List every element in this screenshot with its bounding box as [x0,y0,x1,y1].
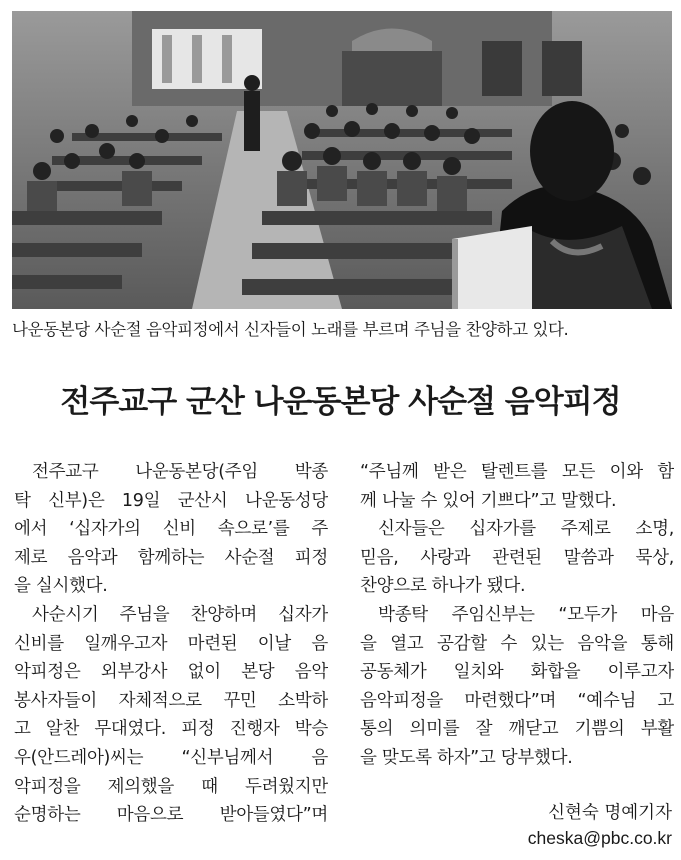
body-line: 악피정을 제의했을 때 두려웠지만 [14,776,328,797]
body-line: “주님께 받은 탈렌트를 모든 이와 함 [360,462,674,482]
body-line: 사순시기 주님을 찬양하며 십자가 [32,604,328,625]
reporter-email: cheska@pbc.co.kr [527,828,672,848]
body-line: 믿음, 사랑과 관련된 말씀과 묵상, [360,547,674,568]
body-line: 을 맞도록 하자”고 당부했다. [360,747,573,768]
reporter-name: 신현숙 명예기자 [548,803,672,823]
body-line: 에서 ‘십자가의 신비 속으로’를 주 [14,519,328,540]
body-line: 악피정은 외부강사 없이 본당 음악 [14,662,328,683]
body-line: 을 열고 공감할 수 있는 음악을 통해 [360,633,674,654]
body-line: 찬양으로 하나가 됐다. [360,576,526,597]
body-line: 께 나눌 수 있어 기쁘다”고 말했다. [360,490,617,511]
church-interior-photo [12,11,672,309]
headline: 전주교구 군산 나운동본당 사순절 음악피정 [60,384,621,420]
body-line: 음악피정을 마련했다”며 “예수님 고 [360,690,674,711]
body-line: 박종탁 주임신부는 “모두가 마음 [378,604,674,625]
body-line: 봉사자들이 자체적으로 꾸민 소박하 [14,690,328,711]
photo-caption: 나운동본당 사순절 음악피정에서 신자들이 노래를 부르며 주님을 찬양하고 있다. [12,320,569,339]
body-line: 전주교구 나운동본당(주임 박종 [32,462,328,482]
article-body-left-column [14,458,328,830]
body-line: 순명하는 마음으로 받아들였다”며 [14,805,328,826]
body-line: 신비를 일깨우고자 마련된 이날 음 [14,633,328,654]
body-line: 탁 신부)은 19일 군산시 나운동성당 [14,490,328,511]
body-line: 제로 음악과 함께하는 사순절 피정 [14,547,328,568]
article-body-right-column [360,458,674,773]
body-line: 공동체가 일치와 화합을 이루고자 [360,662,674,683]
body-line: 고 알찬 무대였다. 피정 진행자 박승 [14,719,328,740]
body-line: 을 실시했다. [14,576,108,597]
body-line: 우(안드레아)씨는 “신부님께서 음 [14,747,328,768]
body-line: 통의 의미를 잘 깨닫고 기쁨의 부활 [360,719,674,740]
body-line: 신자들은 십자가를 주제로 소명, [378,519,674,540]
